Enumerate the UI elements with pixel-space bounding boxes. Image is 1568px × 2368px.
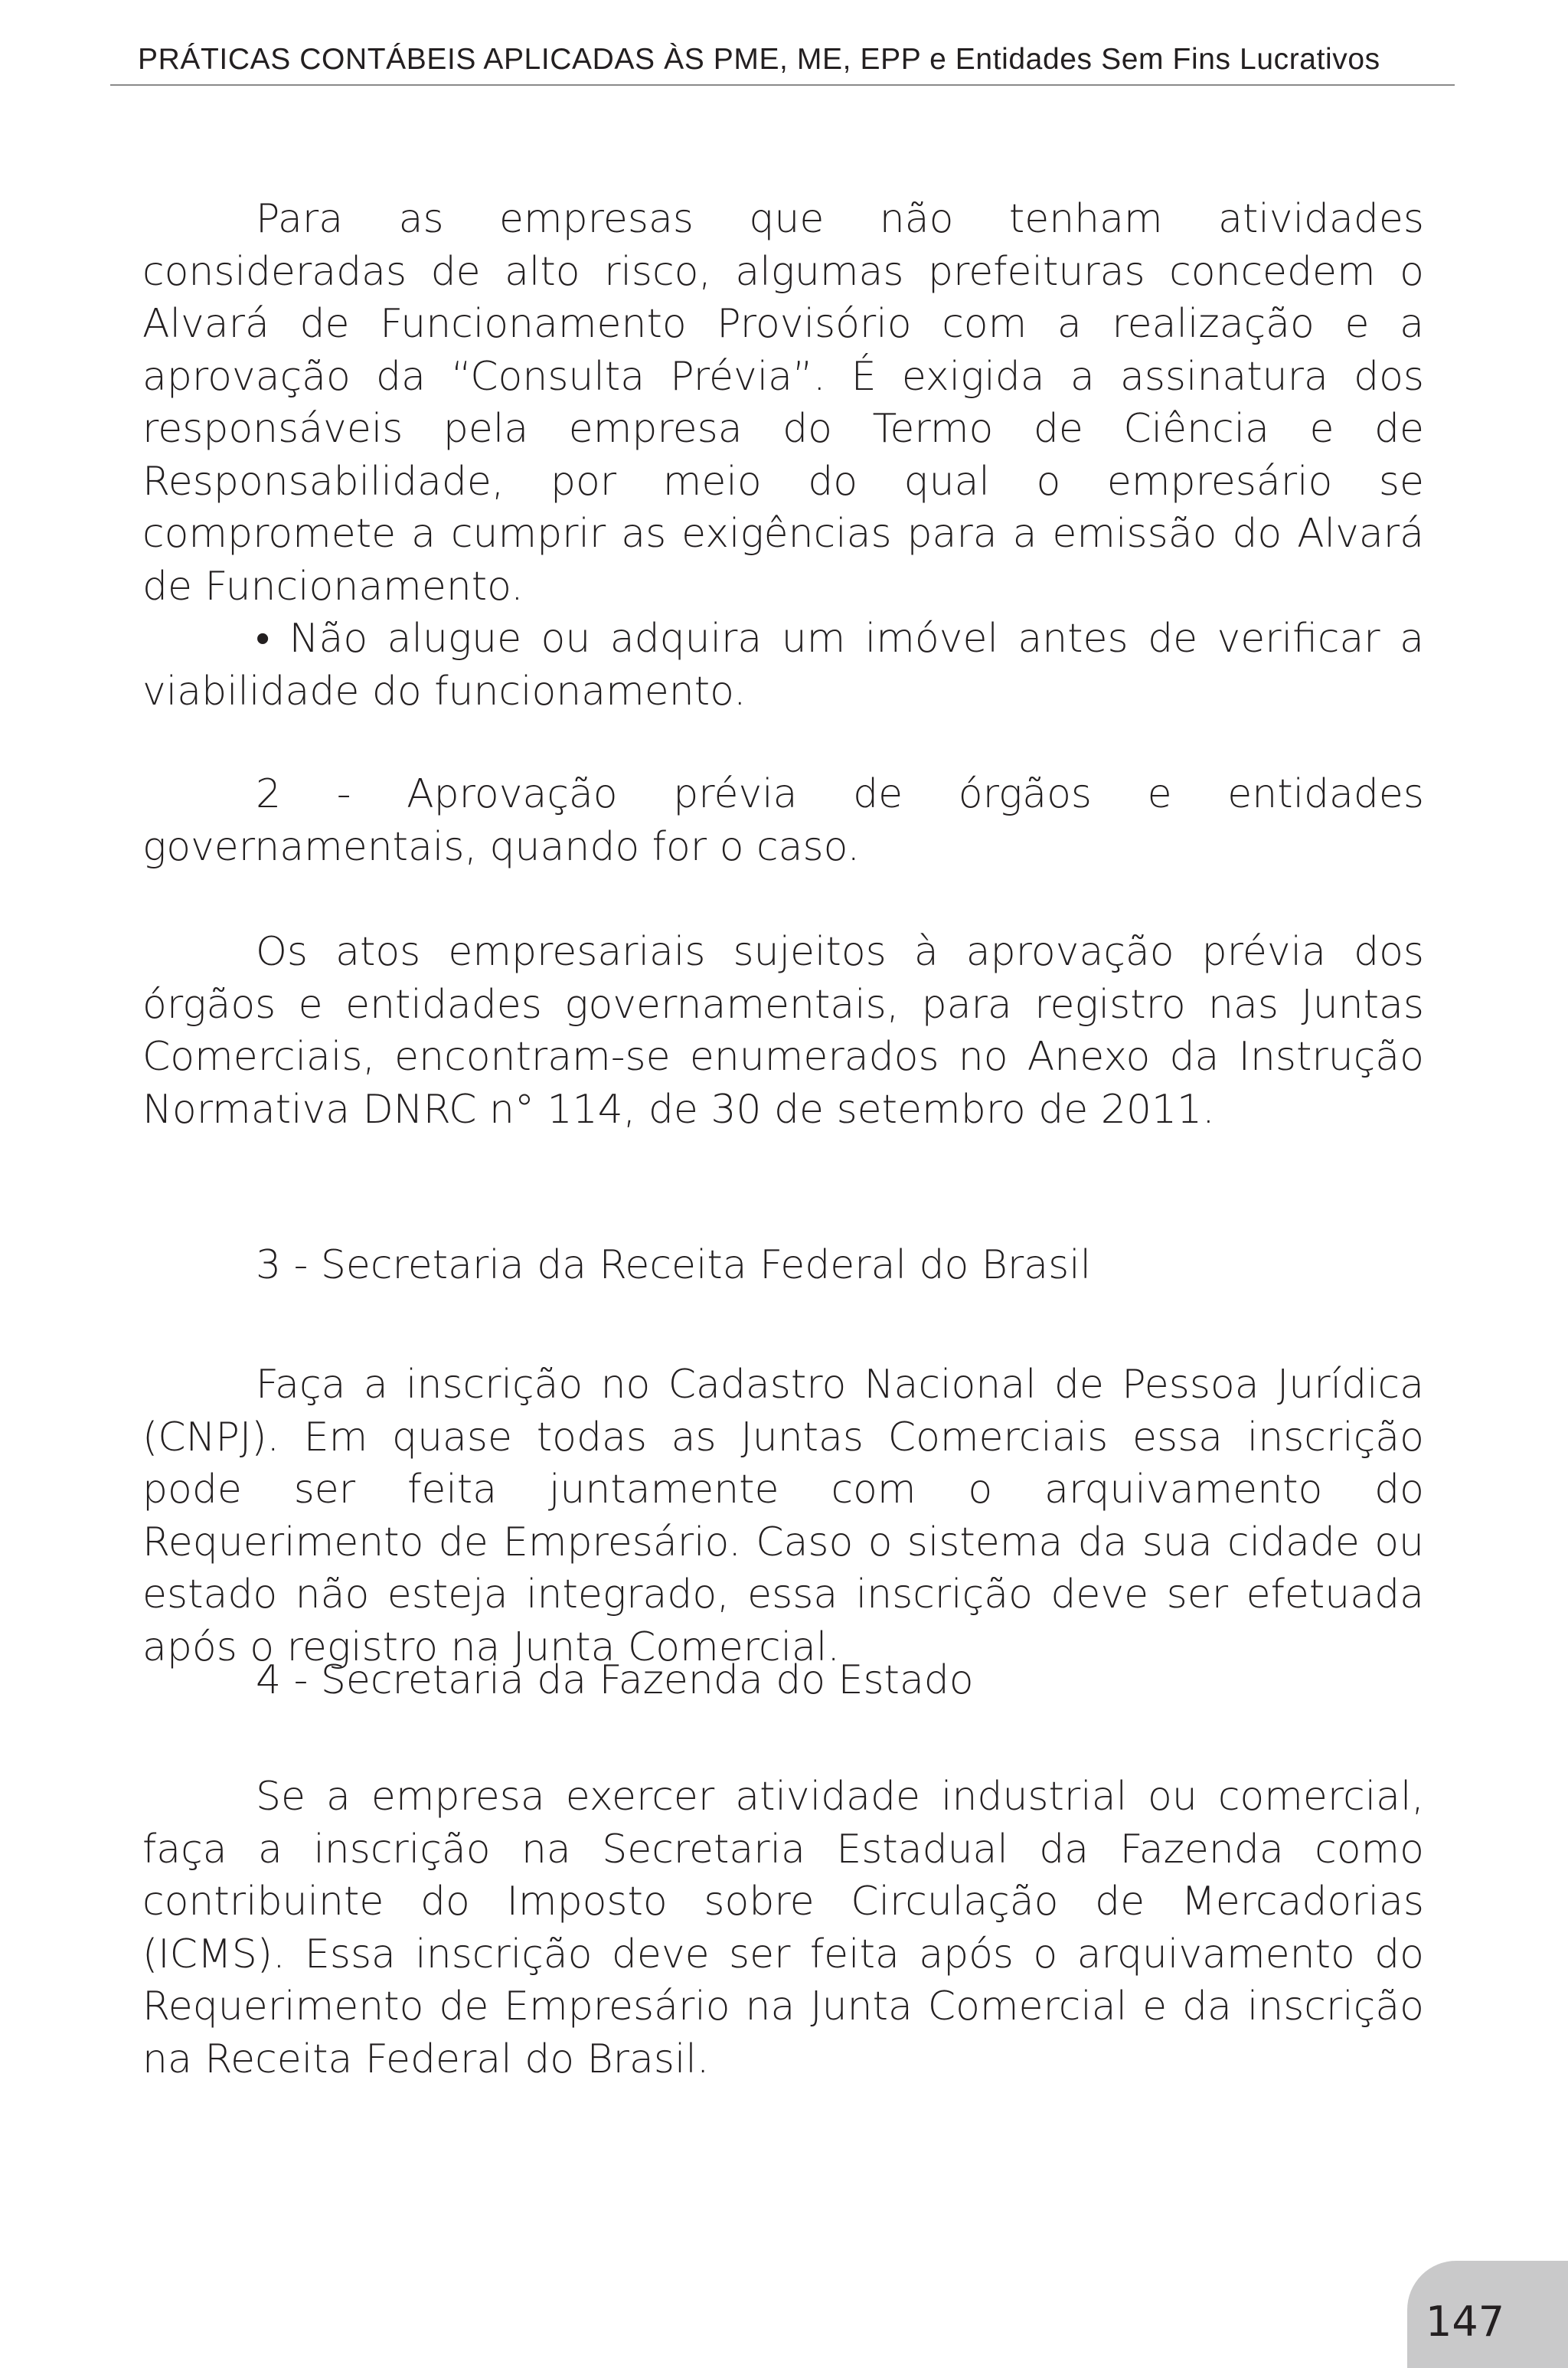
paragraph-alvara-provisorio: [142, 193, 1424, 613]
paragraph-inscricao-icms: [142, 1771, 1424, 2085]
paragraph-text: Os atos empresariais sujeitos à aprovação prévia dos órgãos e entidades governamentais, para registro nas Juntas Comerciais, encontram-se enumerados no Anexo da Instrução Normativa DNRC n° 114, de 30 de setembro de 2011.: [142, 929, 1424, 1133]
paragraph-text: Para as empresas que não tenham atividades consideradas de alto risco, algumas prefeituras concedem o Alvará de Funcionamento Provisório com a realização e a aprovação da “Consulta Prévia”. É exigida a assinatura dos responsáveis pela empresa do Termo de Ciência e de Responsabilidade, por meio do qual o empresário se compromete a cumprir as exigências para a emissão do Alvará de Funcionamento.: [142, 196, 1424, 610]
paragraph-text: 3 - Secretaria da Receita Federal do Brasil: [256, 1242, 1092, 1288]
running-header-title: PRÁTICAS CONTÁBEIS APLICADAS ÀS PME, ME, EPP e Entidades Sem Fins Lucrativos: [138, 43, 1380, 76]
section-heading-aprovacao-previa: [142, 768, 1424, 873]
paragraph-text: Faça a inscrição no Cadastro Nacional de Pessoa Jurídica (CNPJ). Em quase todas as Juntas Comerciais essa inscrição pode ser feita juntamente com o arquivamento do Requerimento de Empresário. Caso o sistema da sua cidade ou estado não esteja integrado, essa inscrição deve ser efetuada após o registro na Junta Comercial.: [142, 1362, 1424, 1670]
paragraph-inscricao-cnpj: [142, 1359, 1424, 1673]
paragraph-text: 4 - Secretaria da Fazenda do Estado: [256, 1657, 974, 1703]
section-heading-fazenda-estado: [142, 1654, 1424, 1707]
page-number: 147: [1426, 2298, 1505, 2346]
paragraph-text: • Não alugue ou adquira um imóvel antes de verificar a viabilidade do funcionamento.: [142, 616, 1424, 715]
paragraph-text: 2 - Aprovação prévia de órgãos e entidades governamentais, quando for o caso.: [142, 771, 1424, 870]
section-heading-receita-federal: [142, 1239, 1424, 1292]
paragraph-text: Se a empresa exercer atividade industrial ou comercial, faça a inscrição na Secretaria Estadual da Fazenda como contribuinte do Imposto sobre Circulação de Mercadorias (ICMS). Essa inscrição deve ser feita após o arquivamento do Requerimento de Empresário na Junta Comercial e da inscrição na Receita Federal do Brasil.: [142, 1774, 1424, 2082]
paragraph-atos-empresariais: [142, 926, 1424, 1136]
header-rule: [110, 84, 1455, 86]
paragraph-bullet-imovel: [142, 613, 1424, 718]
